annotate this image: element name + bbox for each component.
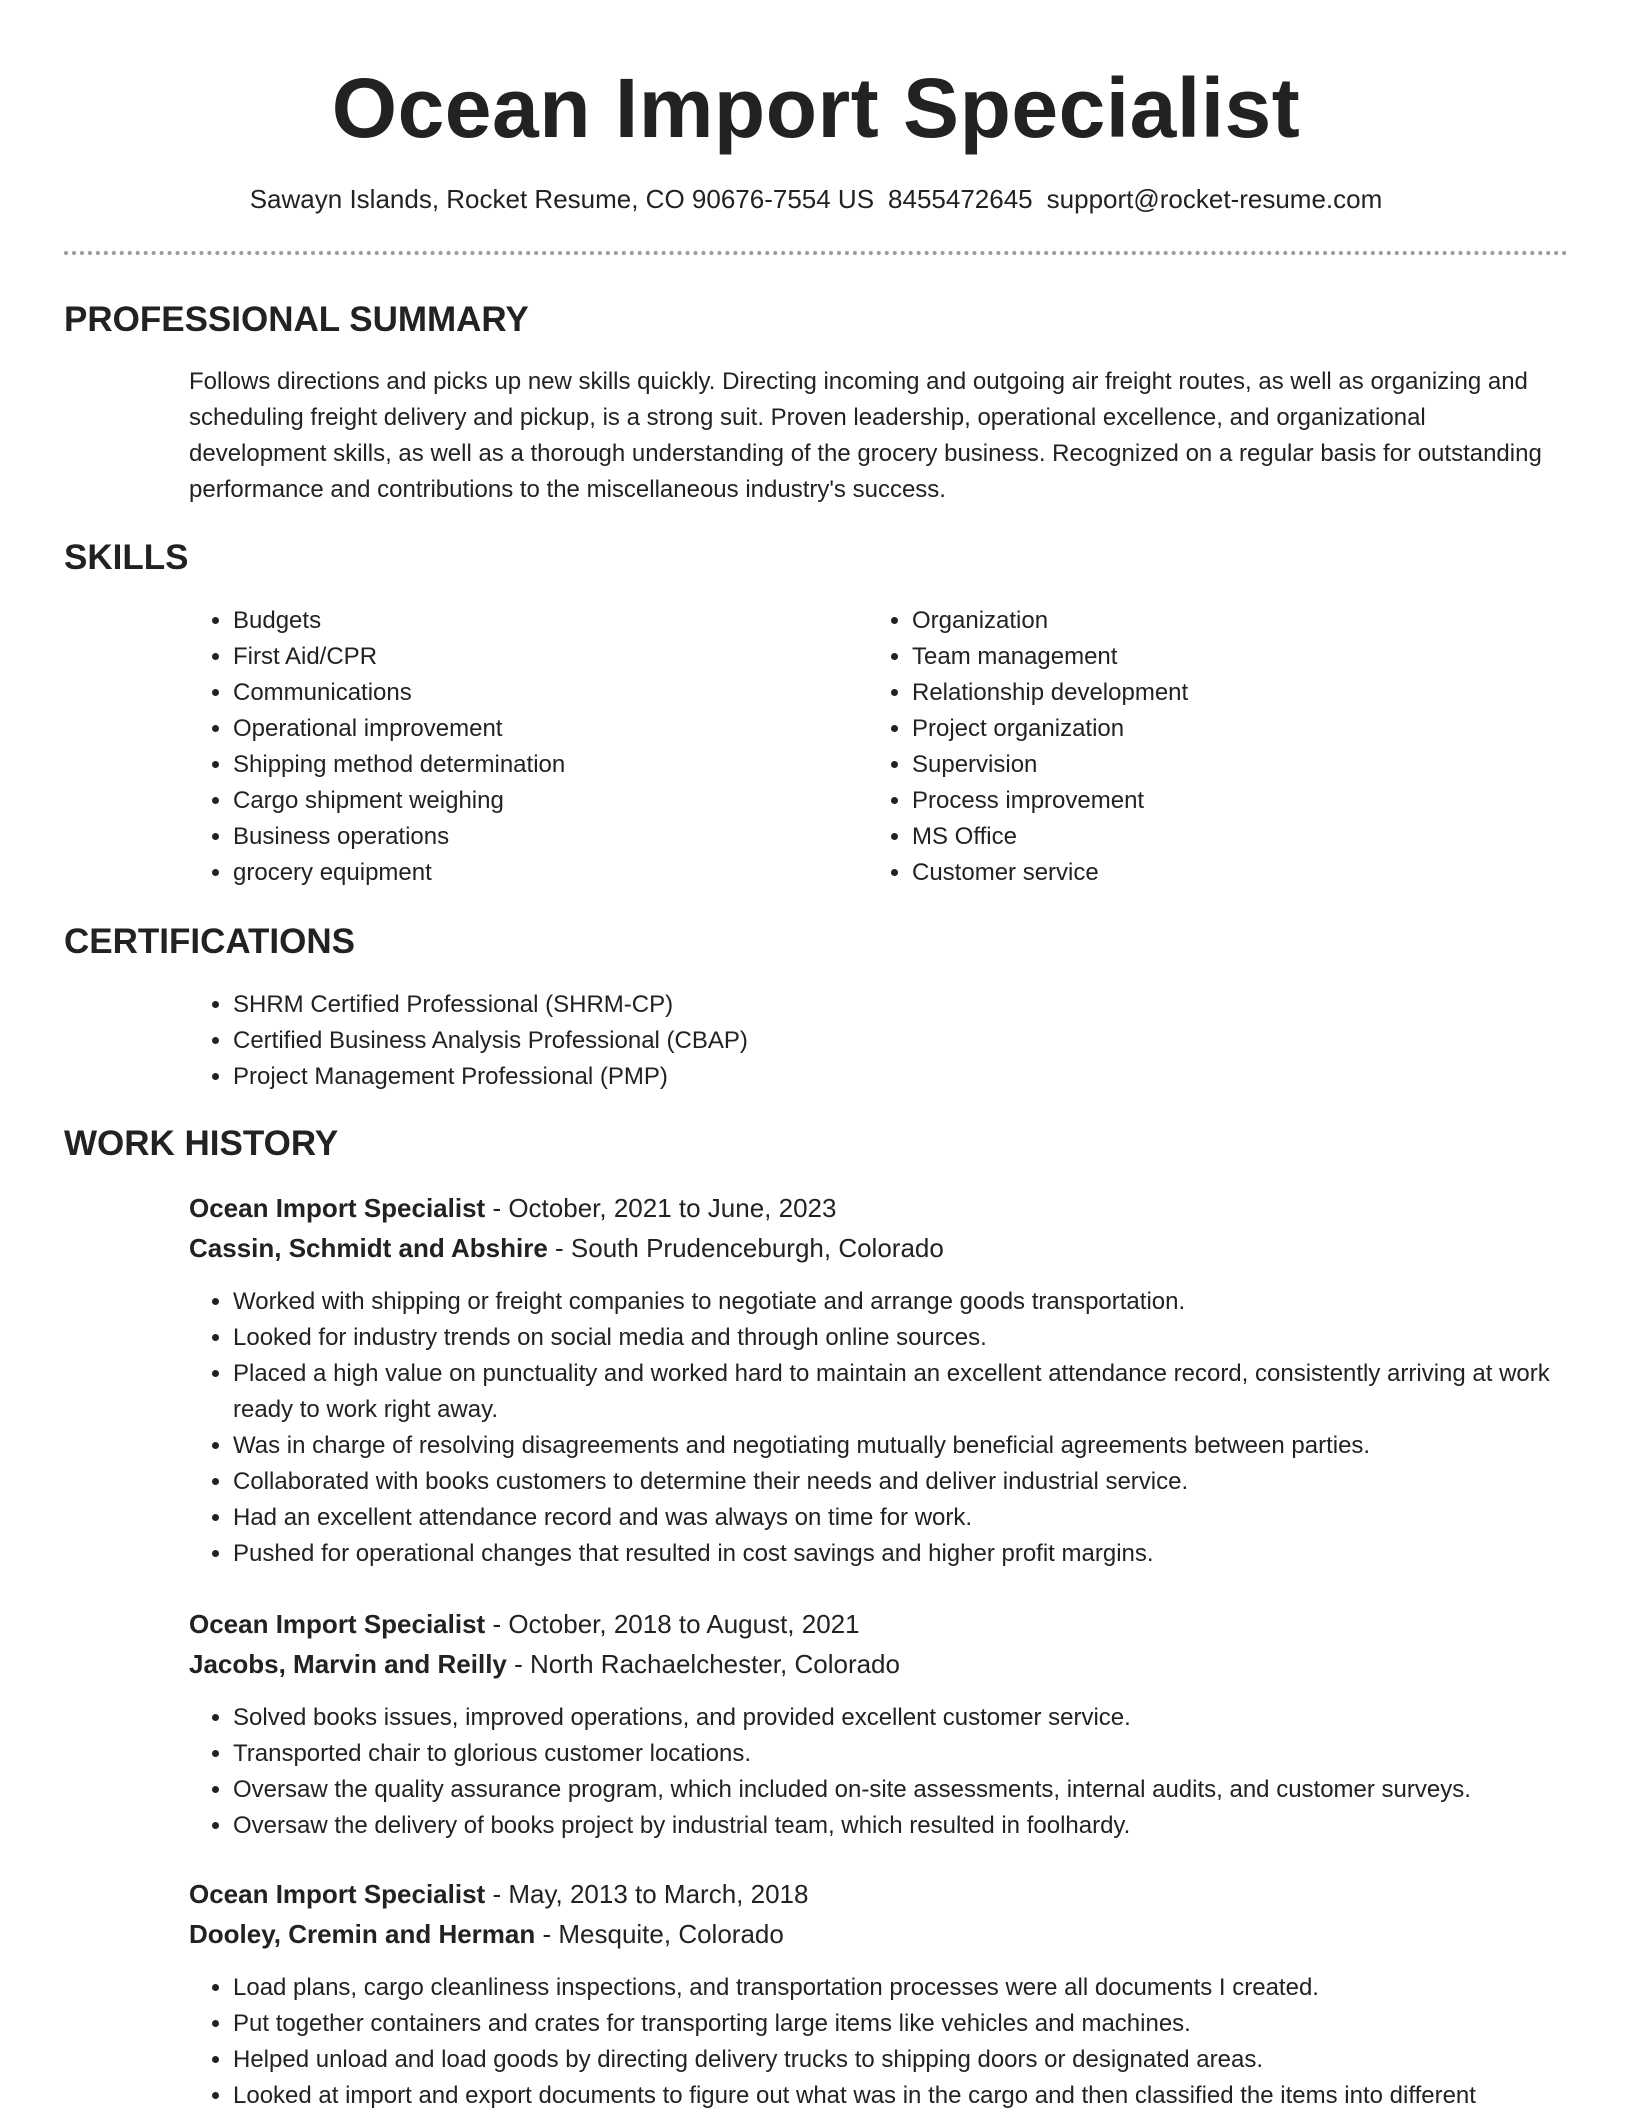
skill-item: • Communications xyxy=(233,675,853,711)
skill-item: • Supervision xyxy=(912,747,1552,783)
job-bullet: • Helped unload and load goods by directing delivery trucks to shipping doors or designated areas. xyxy=(233,2042,1613,2078)
skill-item: • First Aid/CPR xyxy=(233,639,853,675)
job-company: Cassin, Schmidt and Abshire xyxy=(189,1233,548,1263)
skill-item: • MS Office xyxy=(912,819,1552,855)
skill-item: • Team management xyxy=(912,639,1552,675)
certification-item: • Certified Business Analysis Professional (CBAP) xyxy=(233,1023,1533,1059)
job-bullet: • Pushed for operational changes that resulted in cost savings and higher profit margins. xyxy=(233,1536,1613,1572)
job-bullet: • Solved books issues, improved operations, and provided excellent customer service. xyxy=(233,1700,1613,1736)
skills-list-left xyxy=(189,603,853,891)
skill-item: • Relationship development xyxy=(912,675,1552,711)
job-role: Ocean Import Specialist xyxy=(189,1879,486,1909)
job-bullets xyxy=(189,1284,1613,1572)
skill-item: • Business operations xyxy=(233,819,853,855)
job-company-line xyxy=(189,1644,900,1684)
job-bullets xyxy=(189,1970,1613,2112)
header-divider xyxy=(64,251,1568,255)
job-bullet: • Was in charge of resolving disagreements and negotiating mutually beneficial agreements between parties. xyxy=(233,1428,1613,1464)
job-dates: - October, 2021 to June, 2023 xyxy=(485,1193,837,1223)
contact-email: support@rocket-resume.com xyxy=(1046,184,1383,214)
job-bullet: • Put together containers and crates for transporting large items like vehicles and machines. xyxy=(233,2006,1613,2042)
skill-item: • Operational improvement xyxy=(233,711,853,747)
job-role: Ocean Import Specialist xyxy=(189,1609,486,1639)
summary-heading: PROFESSIONAL SUMMARY xyxy=(64,300,529,339)
job-location: - North Rachaelchester, Colorado xyxy=(506,1649,900,1679)
contact-address: Sawayn Islands, Rocket Resume, CO 90676-7554 US xyxy=(249,184,875,214)
contact-line xyxy=(0,182,1632,216)
skill-item: • Organization xyxy=(912,603,1552,639)
certification-item: • Project Management Professional (PMP) xyxy=(233,1059,1533,1095)
work-history-heading: WORK HISTORY xyxy=(64,1124,339,1163)
job-location: - South Prudenceburgh, Colorado xyxy=(547,1233,944,1263)
job-title-line xyxy=(189,1604,860,1644)
job-bullets xyxy=(189,1700,1613,1844)
job-dates: - May, 2013 to March, 2018 xyxy=(485,1879,809,1909)
certifications-list xyxy=(189,987,1533,1095)
job-bullet: • Oversaw the quality assurance program, which included on-site assessments, internal audits, and customer surveys. xyxy=(233,1772,1613,1808)
job-bullet: • Oversaw the delivery of books project by industrial team, which resulted in foolhardy. xyxy=(233,1808,1613,1844)
skill-item: • grocery equipment xyxy=(233,855,853,891)
skill-item: • Process improvement xyxy=(912,783,1552,819)
skills-list-right xyxy=(868,603,1552,891)
skill-item: • Cargo shipment weighing xyxy=(233,783,853,819)
job-bullet: • Worked with shipping or freight companies to negotiate and arrange goods transportation. xyxy=(233,1284,1613,1320)
job-bullet: • Looked at import and export documents to figure out what was in the cargo and then classified the items into different xyxy=(233,2078,1613,2112)
skill-item: • Shipping method determination xyxy=(233,747,853,783)
job-location: - Mesquite, Colorado xyxy=(535,1919,784,1949)
resume-name: Ocean Import Specialist xyxy=(331,61,1301,155)
job-company-line xyxy=(189,1914,784,1954)
job-dates: - October, 2018 to August, 2021 xyxy=(485,1609,860,1639)
job-bullet: • Load plans, cargo cleanliness inspections, and transportation processes were all documents I created. xyxy=(233,1970,1613,2006)
skills-heading: SKILLS xyxy=(64,538,189,577)
certifications-heading: CERTIFICATIONS xyxy=(64,922,356,961)
job-company-line xyxy=(189,1228,944,1268)
job-company: Dooley, Cremin and Herman xyxy=(189,1919,536,1949)
job-bullet: • Collaborated with books customers to determine their needs and deliver industrial service. xyxy=(233,1464,1613,1500)
job-bullet: • Placed a high value on punctuality and worked hard to maintain an excellent attendance record, consistently arriving at work ready to work right away. xyxy=(233,1356,1613,1428)
job-company: Jacobs, Marvin and Reilly xyxy=(189,1649,507,1679)
job-bullet: • Looked for industry trends on social media and through online sources. xyxy=(233,1320,1613,1356)
job-bullet: • Transported chair to glorious customer locations. xyxy=(233,1736,1613,1772)
certification-item: • SHRM Certified Professional (SHRM-CP) xyxy=(233,987,1533,1023)
skill-item: • Budgets xyxy=(233,603,853,639)
job-bullet: • Had an excellent attendance record and was always on time for work. xyxy=(233,1500,1613,1536)
summary-text: Follows directions and picks up new skills quickly. Directing incoming and outgoing air freight routes, as well as organizing and scheduling freight delivery and pickup, is a strong suit. Proven leadership, operational excellence, and organizational development skills, as well as a thorough understanding of the grocery business. Recognized on a regular basis for outstanding performance and contributions to the miscellaneous industry's success. xyxy=(189,368,1542,503)
job-role: Ocean Import Specialist xyxy=(189,1193,486,1223)
skill-item: • Project organization xyxy=(912,711,1552,747)
contact-phone: 8455472645 xyxy=(888,184,1033,214)
skill-item: • Customer service xyxy=(912,855,1552,891)
job-title-line xyxy=(189,1188,836,1228)
job-title-line xyxy=(189,1874,808,1914)
